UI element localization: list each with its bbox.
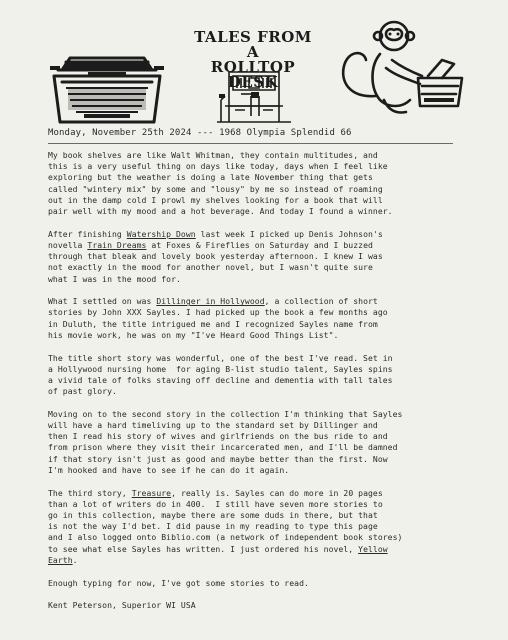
signature: Kent Peterson, Superior WI USA (48, 600, 196, 611)
book-title-train-dreams: Train Dreams (87, 239, 147, 250)
paragraph-6 (48, 488, 468, 566)
text-run: What I settled on was (48, 296, 157, 307)
paragraph-5: Moving on to the second story in the collection I'm thinking that Sayles will have a hard timeliving up to the standard set by Dillinger and then I read his story of wives and girlfriends on the bus ride to and from prison where they visit their incarcerated men, and I'll be damned if that story isn't just as good and maybe better than the first. Now I'm hooked and have to see if he can do it again. (48, 408, 403, 475)
text-run: last week I picked up Denis Johnson's novella (48, 228, 383, 250)
paragraph-3 (48, 296, 468, 341)
typewriter-icon (48, 52, 166, 130)
book-title-yellow-earth-part1: Yellow (358, 543, 388, 554)
text-run: The third story, (48, 487, 132, 498)
text-run: , a collection of short stories by John XXX Sayles. I had picked up the book a few months ago in Duluth, the title intrigued me and I recognized Sayles name from his movie work, he was on my "I've Heard Good Things List". (48, 296, 388, 340)
paragraph-4: The title short story was wonderful, one of the best I've read. Set in a Hollywood nursing home for aging B-list studio talent, Sayles spins a vivid tale of folks staving off decline and dementia with tall tales of past glory. (48, 352, 393, 397)
rolltop-desk-icon (215, 66, 293, 124)
book-title-yellow-earth-part2: Earth (48, 554, 73, 565)
text-run: After finishing (48, 228, 127, 239)
paragraph-1: My book shelves are like Walt Whitman, they contain multitudes, and this is a very useful thing on days like today, days when I feel like exploring but the weather is doing a late November thing that gets called "wintery mix" by some and "lousy" by me so instead of roaming out in the damp cold I prowl my shelves looking for a book that will pair well with my mood and a hot beverage. And today I found a winner. (48, 150, 393, 217)
book-title-watership-down: Watership Down (126, 228, 196, 239)
paragraph-7: Enough typing for now, I've got some stories to read. (48, 577, 309, 588)
letter-body (48, 150, 468, 611)
book-title-dillinger-in-hollywood: Dillinger in Hollywood (156, 296, 265, 307)
text-run: . (72, 554, 78, 565)
divider (48, 143, 453, 144)
monkey-at-typewriter-icon (330, 14, 470, 126)
story-title-treasure: Treasure (131, 487, 172, 498)
text-run: at Foxes & Fireflies on Saturday and I buzzed through that bleak and lovely book yesterday afternoon. I knew I was not exactly in the mood for another novel, but I wasn't quite sure what I was in the mood for. (48, 239, 383, 284)
masthead-line-1: TALES FROM A (194, 28, 312, 61)
paragraph-2 (48, 229, 468, 285)
text-run: , really is. Sayles can do more in 20 pages than a lot of writers do in 400. I still have seven more stories to go in this collection, maybe there are some duds in there, but that is not the way I'd bet. I did pause in my reading to type this page and I also logged onto Biblio.com (a network of independent book stores) to see what else Sayles has written. I just ordered his novel, (48, 487, 403, 554)
dateline: Monday, November 25th 2024 --- 1968 Olympia Splendid 66 (48, 128, 352, 138)
masthead-line-2: ROLLTOP DESK (210, 58, 296, 91)
